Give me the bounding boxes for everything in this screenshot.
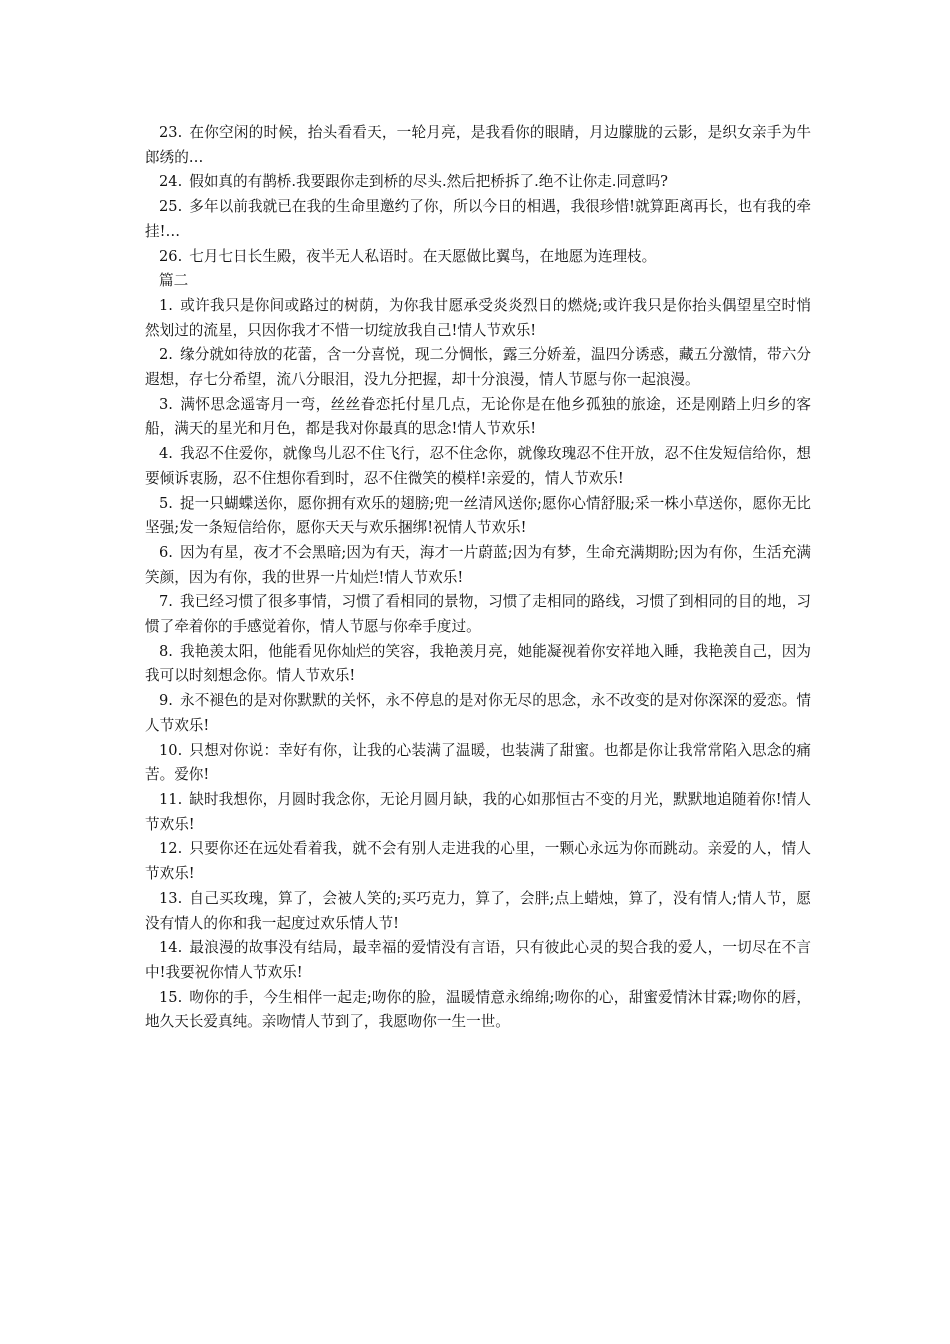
document-page — [145, 121, 811, 1035]
item-number: 8. — [159, 642, 173, 660]
item-text: 自己买玫瑰，算了，会被人笑的;买巧克力，算了，会胖;点上蜡烛，算了，没有情人;情人节，愿没有情人的你和我一起度过欢乐情人节! — [145, 889, 811, 932]
item-text: 吻你的手，今生相伴一起走;吻你的脸，温暖情意永绵绵;吻你的心，甜蜜爱情沐甘霖;吻你的唇，地久天长爱真纯。亲吻情人节到了，我愿吻你一生一世。 — [145, 988, 811, 1031]
list-item — [145, 294, 811, 343]
item-number: 23. — [159, 124, 183, 141]
list-item — [145, 936, 811, 985]
item-text: 永不褪色的是对你默默的关怀，永不停息的是对你无尽的思念，永不改变的是对你深深的爱恋。情人节欢乐! — [145, 692, 811, 734]
item-number: 14. — [159, 939, 183, 957]
list-item — [145, 121, 811, 170]
item-text: 缘分就如待放的花蕾，含一分喜悦，现二分惆怅，露三分娇羞，温四分诱惑，藏五分激情，带六分遐想，存七分希望，流八分眼泪，没九分把握，却十分浪漫，情人节愿与你一起浪漫。 — [145, 346, 811, 389]
item-text: 因为有星，夜才不会黑暗;因为有天，海才一片蔚蓝;因为有梦，生命充满期盼;因为有你，生活充满笑颜，因为有你，我的世界一片灿烂!情人节欢乐! — [145, 543, 811, 586]
item-number: 1. — [159, 296, 173, 314]
item-text: 七月七日长生殿，夜半无人私语时。在天愿做比翼鸟，在地愿为连理枝。 — [189, 247, 657, 265]
list-item — [145, 170, 811, 195]
item-text: 多年以前我就已在我的生命里邀约了你，所以今日的相遇，我很珍惜!就算距离再长，也有我的牵挂!… — [145, 198, 811, 240]
list-item — [145, 689, 811, 738]
item-number: 2. — [159, 346, 173, 364]
list-item — [145, 837, 811, 886]
list-item — [145, 442, 811, 491]
list-item — [145, 590, 811, 639]
list-item — [145, 393, 811, 442]
item-text: 满怀思念遥寄月一弯，丝丝眷恋托付星几点，无论你是在他乡孤独的旅途，还是刚踏上归乡的客船，满天的星光和月色，都是我对你最真的思念!情人节欢乐! — [145, 395, 811, 438]
item-number: 4. — [159, 445, 173, 463]
item-text: 或许我只是你间或路过的树荫，为你我甘愿承受炎炎烈日的燃烧;或许我只是你抬头偶望星空时悄然划过的流星，只因你我才不惜一切绽放我自己!情人节欢乐! — [145, 296, 811, 339]
list-item — [145, 788, 811, 837]
item-number: 11. — [159, 790, 183, 808]
item-text: 捉一只蝴蝶送你，愿你拥有欢乐的翅膀;兜一丝清风送你;愿你心情舒服;采一株小草送你，愿你无比坚强;发一条短信给你，愿你天天与欢乐捆绑!祝情人节欢乐! — [145, 494, 811, 537]
item-text: 只想对你说：幸好有你，让我的心装满了温暖，也装满了甜蜜。也都是你让我常常陷入思念的痛苦。爱你! — [145, 741, 811, 784]
list-item — [145, 640, 811, 689]
item-number: 7. — [159, 593, 173, 611]
item-text: 只要你还在远处看着我，就不会有别人走进我的心里，一颗心永远为你而跳动。亲爱的人，情人节欢乐! — [145, 840, 811, 883]
item-number: 6. — [159, 543, 173, 561]
item-number: 9. — [159, 692, 173, 710]
list-item — [145, 343, 811, 392]
item-number: 26. — [159, 247, 183, 265]
list-item — [145, 986, 811, 1035]
item-text: 假如真的有鹊桥.我要跟你走到桥的尽头.然后把桥拆了.绝不让你走.同意吗? — [189, 173, 669, 191]
list-item — [145, 245, 811, 270]
item-number: 24. — [159, 173, 183, 191]
list-item — [145, 739, 811, 788]
item-text: 我艳羡太阳，他能看见你灿烂的笑容，我艳羡月亮，她能凝视着你安祥地入睡，我艳羡自己，因为我可以时刻想念你。情人节欢乐! — [145, 642, 811, 685]
item-number: 12. — [159, 840, 183, 858]
item-number: 13. — [159, 889, 183, 907]
list-item — [145, 195, 811, 244]
list-item — [145, 887, 811, 936]
item-text: 最浪漫的故事没有结局，最幸福的爱情没有言语，只有彼此心灵的契合我的爱人，一切尽在不言中!我要祝你情人节欢乐! — [145, 939, 811, 981]
item-number: 5. — [159, 494, 173, 512]
list-item — [145, 541, 811, 590]
item-number: 15. — [159, 988, 183, 1006]
item-text: 我已经习惯了很多事情，习惯了看相同的景物，习惯了走相同的路线，习惯了到相同的目的地，习惯了牵着你的手感觉着你，情人节愿与你牵手度过。 — [145, 593, 811, 636]
list-item — [145, 492, 811, 541]
item-text: 我忍不住爱你，就像鸟儿忍不住飞行，忍不住念你，就像玫瑰忍不住开放，忍不住发短信给你，想要倾诉衷肠，忍不住想你看到时，忍不住微笑的模样!亲爱的，情人节欢乐! — [145, 445, 811, 487]
item-text: 在你空闲的时候，抬头看看天，一轮月亮，是我看你的眼睛，月边朦胧的云影，是织女亲手为牛郎绣的… — [145, 124, 811, 166]
item-number: 3. — [159, 395, 173, 413]
section-heading: 篇二 — [159, 272, 189, 290]
item-number: 25. — [159, 198, 183, 216]
item-text: 缺时我想你，月圆时我念你，无论月圆月缺，我的心如那恒古不变的月光，默默地追随着你!情人节欢乐! — [145, 790, 811, 833]
item-number: 10. — [159, 741, 183, 759]
